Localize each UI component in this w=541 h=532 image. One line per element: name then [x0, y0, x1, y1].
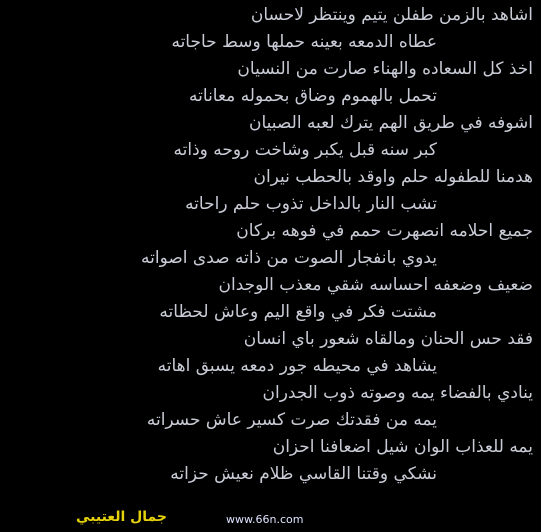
poem-line: هدمنا للطفوله حلم واوقد بالحطب نيران [253, 167, 533, 187]
poem-line: يشاهد في محيطه جور دمعه يسبق اهاته [157, 356, 437, 376]
poem-line: ضعيف وضعفه احساسه شقي معذب الوجدان [218, 275, 533, 295]
poem-line: يدوي بانفجار الصوت من ذاته صدى اصواته [141, 248, 437, 268]
poem-line: اشوفه في طريق الهم يترك لعبه الصبيان [248, 113, 533, 133]
poem-line: مشتت فكر في واقع اليم وعاش لحظاته [159, 302, 437, 322]
poem-line: عطاه الدمعه بعينه حملها وسط حاجاته [171, 32, 437, 52]
poem-line: اخذ كل السعاده والهناء صارت من النسيان [237, 59, 533, 79]
poem-line: اشاهد بالزمن طفلن يتيم وينتظر لاحسان [250, 5, 533, 25]
poem-line: جميع احلامه انصهرت حمم في فوهه بركان [236, 221, 533, 241]
website-watermark: www.66n.com [226, 513, 304, 526]
poem-line: فقد حس الحنان ومالقاه شعور باي انسان [243, 329, 533, 349]
poem-line: تشب النار بالداخل تذوب حلم راحاته [185, 194, 437, 214]
poem-line: يمه من فقدتك صرت كسير عاش حسراته [146, 410, 437, 430]
poem-line: ينادي بالفضاء يمه وصوته ذوب الجدران [262, 383, 533, 403]
poem-line: نشكي وقتنا القاسي ظلام نعيش حزاته [170, 464, 437, 484]
author-signature: جمال العتيبي [76, 509, 168, 525]
poem-line: تحمل بالهموم وضاق بحموله معاناته [189, 86, 437, 106]
poem-line: يمه للعذاب الوان شيل اضعافنا احزان [272, 437, 533, 457]
poem-line: كبر سنه قبل يكبر وشاخت روحه وذاته [173, 140, 437, 160]
